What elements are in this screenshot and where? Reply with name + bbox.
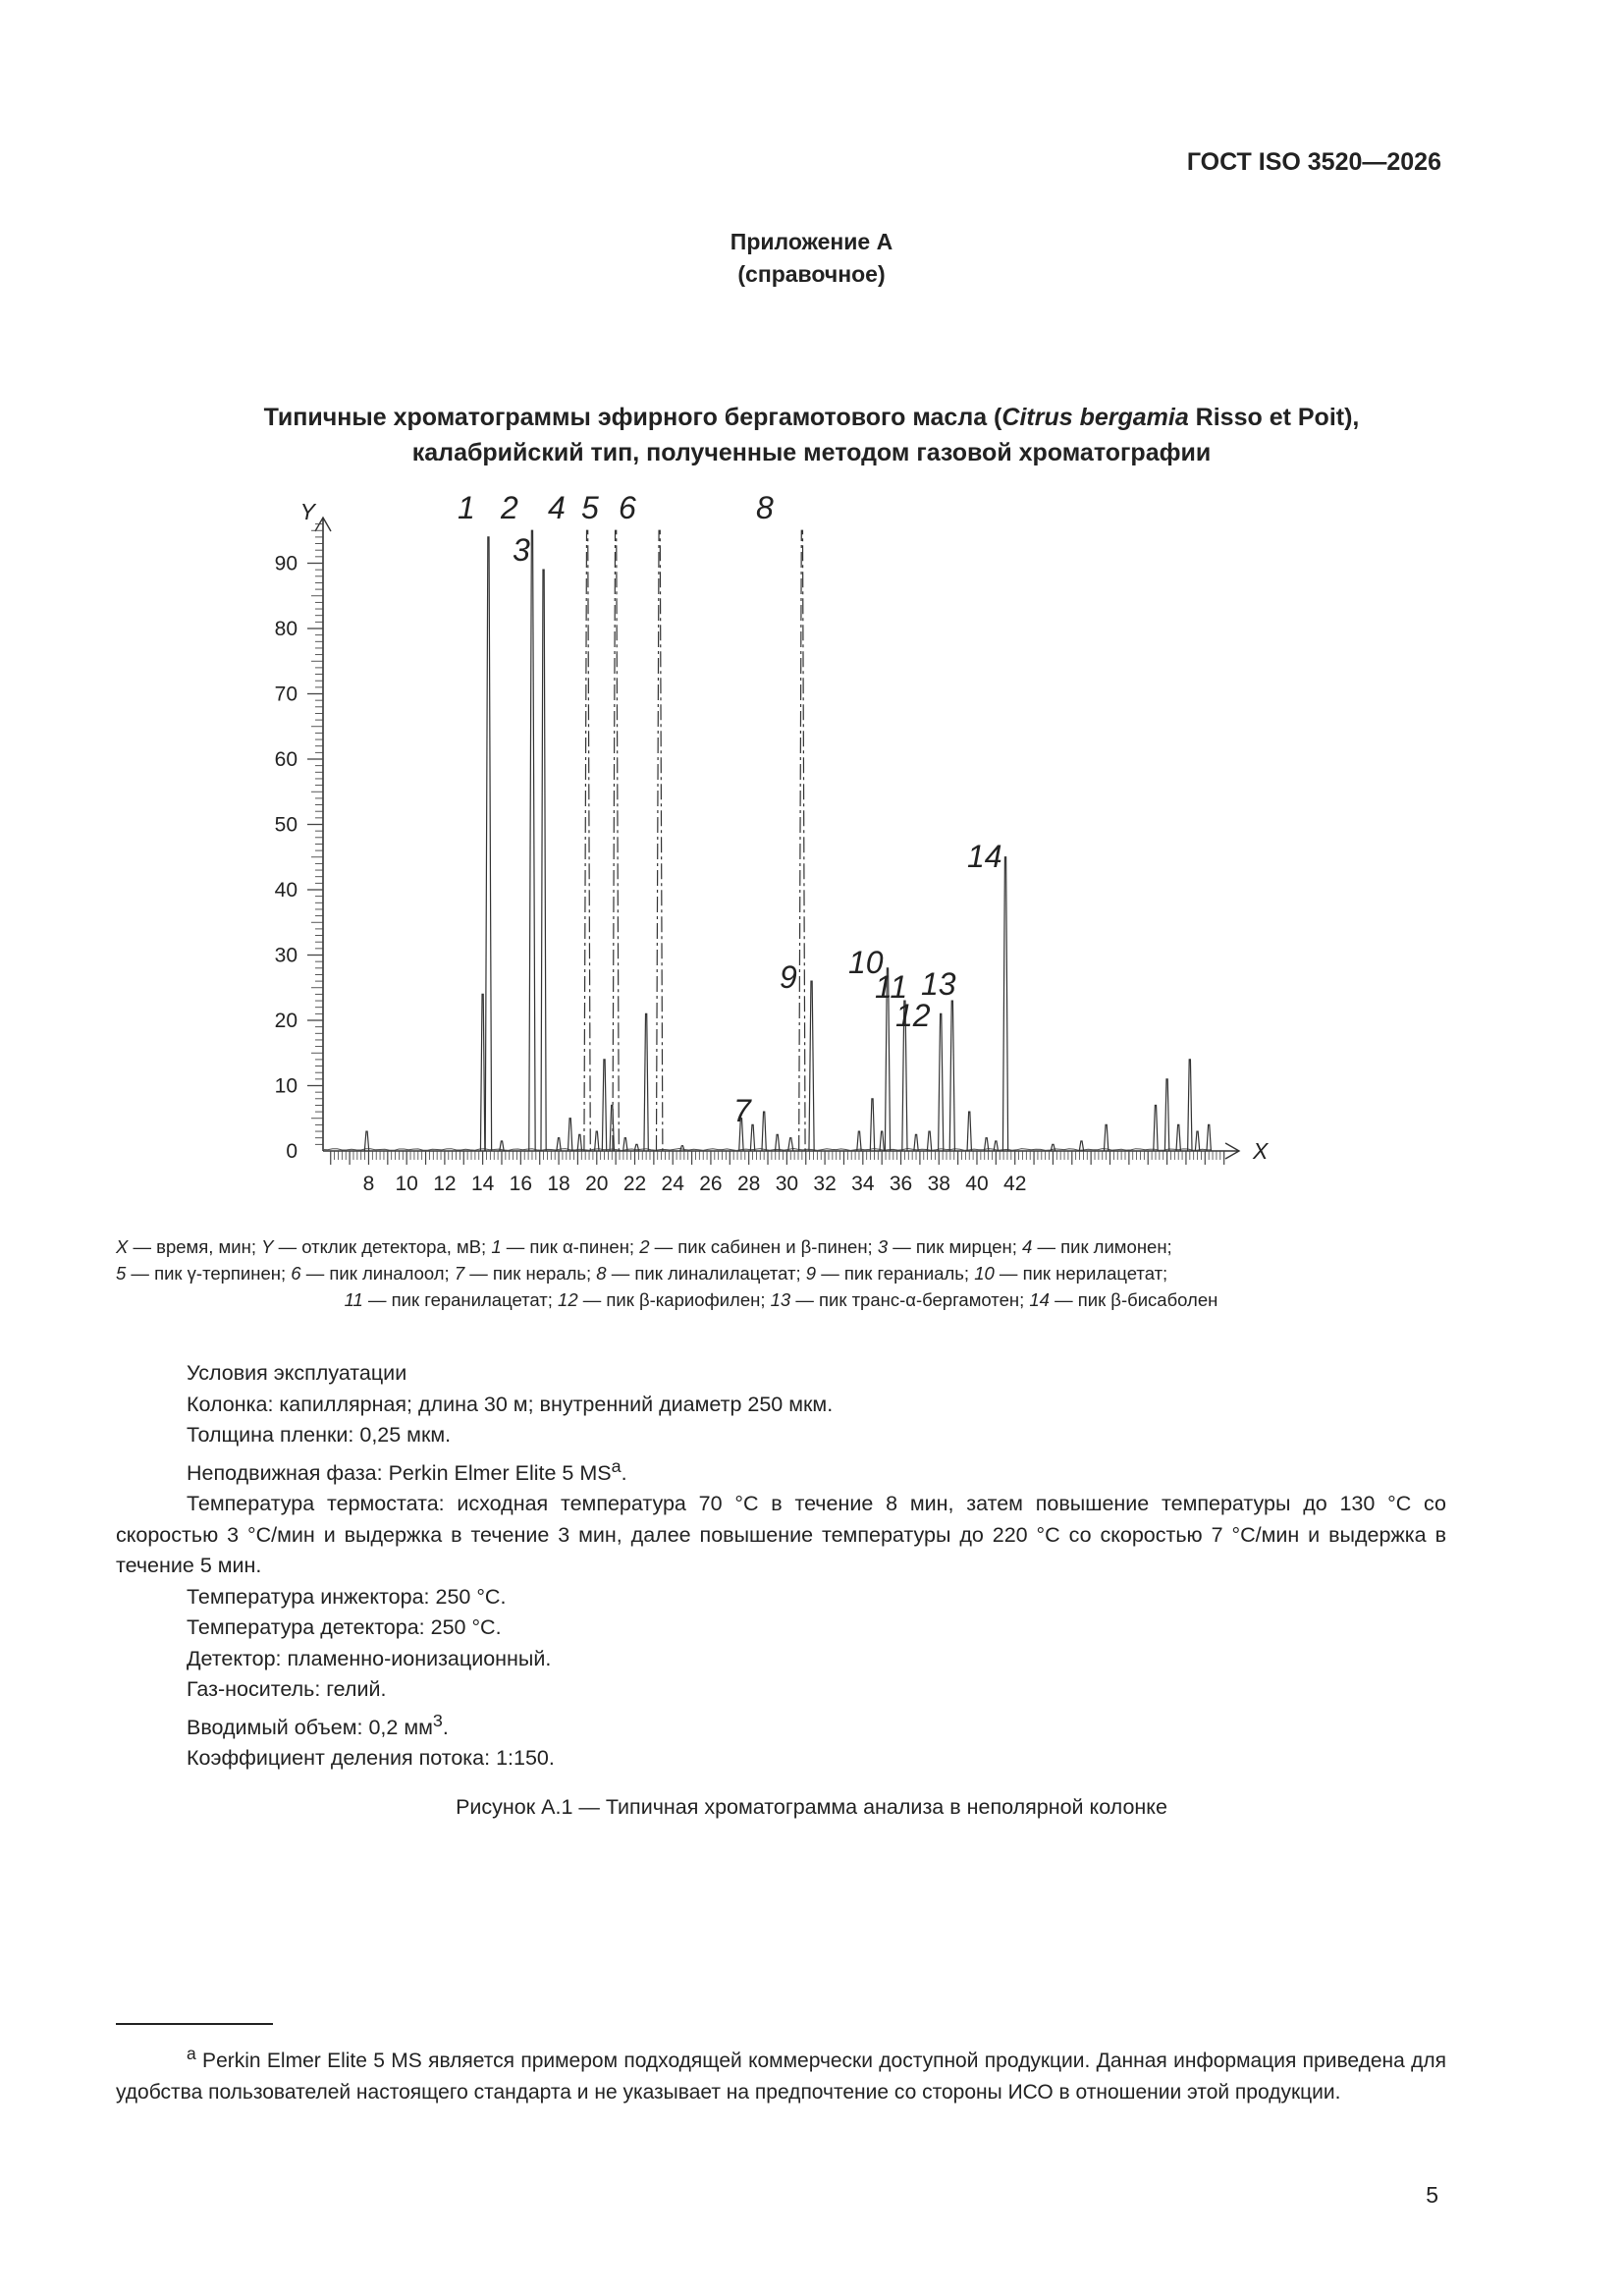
conditions-split: Коэффициент деления потока: 1:150.	[187, 1746, 555, 1771]
legend-12-key: 12	[558, 1289, 578, 1310]
x-tick-label: 28	[736, 1173, 761, 1195]
x-tick-label: 42	[1003, 1173, 1027, 1195]
minor-peak	[880, 1131, 884, 1151]
operating-conditions	[116, 1358, 1446, 1775]
minor-peak	[1154, 1105, 1158, 1151]
minor-peak	[577, 1134, 581, 1151]
minor-peak	[1164, 1079, 1168, 1151]
minor-peak	[776, 1134, 780, 1151]
conditions-phase-footnote-ref: a	[611, 1455, 622, 1476]
footnote	[116, 2039, 1446, 2107]
conditions-heading: Условия эксплуатации	[187, 1361, 407, 1385]
legend-8-key: 8	[596, 1263, 607, 1284]
legend-y-text: — отклик детектора, мВ;	[273, 1236, 492, 1257]
x-tick-label: 12	[433, 1173, 457, 1195]
peak-12	[939, 1013, 944, 1151]
peak-13	[949, 1001, 954, 1151]
y-tick-label: 0	[286, 1140, 298, 1163]
y-tick-label: 70	[274, 683, 298, 706]
x-tick-label: 14	[470, 1173, 495, 1195]
legend-5-key: 5	[116, 1263, 127, 1284]
legend-14-key: 14	[1029, 1289, 1050, 1310]
peak-9	[809, 981, 814, 1151]
peak-3	[541, 570, 546, 1151]
x-tick-label: 18	[547, 1173, 570, 1195]
y-tick-label: 50	[274, 813, 298, 837]
baseline-trace	[323, 1149, 1212, 1151]
peak-label-6: 6	[619, 490, 636, 525]
peak-label-5: 5	[581, 490, 599, 525]
legend-8-text: — пик линалилацетат;	[606, 1263, 806, 1284]
conditions-detector-temp: Температура детектора: 250 °С.	[187, 1615, 502, 1640]
peak-5	[613, 530, 619, 1151]
legend-3-key: 3	[877, 1236, 889, 1257]
minor-peak	[568, 1119, 571, 1151]
minor-peak	[364, 1131, 368, 1151]
minor-peak	[595, 1131, 599, 1151]
y-tick-label: 90	[274, 552, 298, 575]
footnote-rule	[116, 2023, 273, 2025]
legend-7-key: 7	[454, 1263, 465, 1284]
minor-peak	[1195, 1131, 1199, 1151]
legend-2-key: 2	[639, 1236, 650, 1257]
x-tick-label: 10	[395, 1173, 418, 1195]
legend-9-text: — пик гераниаль;	[816, 1263, 975, 1284]
minor-peak	[870, 1099, 874, 1151]
legend-13-key: 13	[770, 1289, 791, 1310]
conditions-phase-end: .	[621, 1460, 627, 1485]
legend-1-text: — пик α-пинен;	[501, 1236, 640, 1257]
figure-title-part1: Типичные хроматограммы эфирного бергамотового масла (	[263, 404, 1002, 431]
peak-label-13: 13	[921, 966, 956, 1002]
minor-peak	[1051, 1144, 1055, 1151]
legend-10-text: — пик нерилацетат;	[994, 1263, 1168, 1284]
page-number: 5	[1426, 2182, 1438, 2208]
peak-label-4: 4	[548, 490, 566, 525]
peak-14	[1002, 857, 1007, 1151]
minor-peak	[602, 1060, 606, 1151]
minor-peak	[967, 1112, 971, 1151]
minor-peak	[1104, 1124, 1108, 1151]
minor-peak	[750, 1124, 754, 1151]
legend-9-key: 9	[805, 1263, 817, 1284]
legend-4-text: — пик лимонен;	[1032, 1236, 1172, 1257]
conditions-oven: Температура термостата: исходная температура 70 °С в течение 8 мин, затем повышение температуры до 130 °С со скоростью 3 °С/мин и выдержка в течение 3 мин, далее повышение температуры до 220 °С со скоростью 7 °С/мин и выдержка в течение 5 мин.	[116, 1492, 1446, 1578]
peak-8	[799, 530, 805, 1151]
peak-label-2: 2	[501, 490, 518, 525]
conditions-volume-sup: 3	[432, 1710, 443, 1730]
legend-x-text: — время, мин;	[128, 1236, 262, 1257]
peak-2	[529, 530, 535, 1151]
x-tick-label: 20	[585, 1173, 609, 1195]
figure-caption: Рисунок А.1 — Типичная хроматограмма анализа в неполярной колонке	[456, 1795, 1167, 1819]
x-tick-label: 8	[362, 1173, 375, 1195]
minor-peak	[644, 1013, 648, 1151]
annex-subtitle: (справочное)	[737, 261, 886, 287]
conditions-volume	[116, 1706, 1446, 1744]
conditions-volume-text: Вводимый объем: 0,2 мм	[187, 1715, 433, 1739]
peak-label-8: 8	[756, 490, 774, 525]
legend-4-key: 4	[1022, 1236, 1033, 1257]
legend-12-text: — пик β-кариофилен;	[577, 1289, 771, 1310]
peak-1	[485, 537, 491, 1151]
legend-2-text: — пик сабинен и β-пинен;	[649, 1236, 878, 1257]
conditions-volume-end: .	[442, 1715, 449, 1739]
peak-label-9: 9	[780, 959, 797, 995]
x-tick-label: 36	[889, 1173, 913, 1195]
conditions-detector: Детектор: пламенно-ионизационный.	[187, 1646, 552, 1670]
footnote-text: Perkin Elmer Elite 5 MS является примером подходящей коммерчески доступной продукции. Данная информация приведена для удобства пользователей настоящего стандарта и не указывает на предпочтение со стороны ИСО в отношении этой продукции.	[116, 2050, 1446, 2104]
footnote-marker: a	[187, 2044, 196, 2063]
peak-label-7: 7	[733, 1093, 751, 1128]
y-tick-label: 40	[274, 879, 298, 902]
x-tick-label: 38	[927, 1173, 950, 1195]
minor-peak	[762, 1112, 766, 1151]
minor-peak	[927, 1131, 931, 1151]
peak-label-1: 1	[458, 490, 475, 525]
legend-11-key: 11	[344, 1289, 363, 1310]
minor-peak	[1207, 1124, 1211, 1151]
minor-peak	[623, 1138, 627, 1151]
x-tick-label: 30	[775, 1173, 799, 1195]
x-tick-label: 40	[965, 1173, 989, 1195]
y-tick-label: 10	[274, 1074, 298, 1098]
conditions-film: Толщина пленки: 0,25 мкм.	[187, 1423, 452, 1447]
minor-peak	[1176, 1124, 1180, 1151]
legend-7-text: — пик нераль;	[464, 1263, 597, 1284]
x-tick-label: 26	[699, 1173, 723, 1195]
legend-11-text: — пик геранилацетат;	[362, 1289, 559, 1310]
x-tick-label: 32	[813, 1173, 837, 1195]
x-tick-label: 22	[622, 1173, 647, 1195]
legend-x-key: X	[116, 1236, 129, 1257]
conditions-column: Колонка: капиллярная; длина 30 м; внутренний диаметр 250 мкм.	[187, 1392, 834, 1416]
minor-peak	[1079, 1141, 1083, 1151]
legend-13-text: — пик транс-α-бергамотен;	[790, 1289, 1030, 1310]
legend-5-text: — пик γ-терпинен;	[126, 1263, 292, 1284]
peak-label-3: 3	[513, 532, 530, 568]
x-tick-label: 34	[851, 1173, 875, 1195]
x-tick-label: 16	[509, 1173, 533, 1195]
legend-10-key: 10	[974, 1263, 995, 1284]
legend-6-key: 6	[291, 1263, 301, 1284]
conditions-carrier: Газ-носитель: гелий.	[187, 1677, 387, 1702]
x-tick-label: 24	[661, 1173, 684, 1195]
peak-label-10: 10	[848, 945, 884, 980]
figure-title-line2: калабрийский тип, полученные методом газовой хроматографии	[411, 439, 1212, 466]
peak-label-11: 11	[875, 969, 908, 1005]
minor-peak	[610, 1105, 614, 1151]
chart-legend	[116, 1233, 1446, 1313]
legend-6-text: — пик линалоол;	[300, 1263, 455, 1284]
figure-title-species: Citrus bergamia	[1001, 404, 1189, 431]
legend-1-key: 1	[491, 1236, 502, 1257]
x-axis-label: X	[1253, 1138, 1269, 1164]
conditions-phase-text: Неподвижная фаза: Perkin Elmer Elite 5 MS	[187, 1460, 612, 1485]
legend-3-text: — пик мирцен;	[888, 1236, 1023, 1257]
minor-peak	[914, 1134, 918, 1151]
y-tick-label: 80	[274, 618, 298, 640]
annex-title: Приложение А	[730, 229, 893, 254]
conditions-injector: Температура инжектора: 250 °С.	[187, 1584, 507, 1609]
peak-6	[656, 530, 662, 1151]
y-tick-label: 60	[274, 748, 298, 771]
minor-peak	[480, 994, 484, 1151]
y-axis-label: Y	[299, 499, 315, 524]
figure-title-part2: Risso et Poit),	[1188, 404, 1360, 431]
conditions-phase	[116, 1451, 1446, 1490]
standard-header: ГОСТ ISO 3520—2026	[1186, 148, 1441, 176]
peak-4	[584, 530, 590, 1151]
peak-label-14: 14	[967, 839, 1002, 874]
legend-14-text: — пик β-бисаболен	[1049, 1289, 1218, 1310]
legend-y-key: Y	[261, 1236, 274, 1257]
y-tick-label: 20	[274, 1010, 298, 1032]
minor-peak	[857, 1131, 861, 1151]
y-tick-label: 30	[274, 944, 298, 967]
minor-peak	[1188, 1060, 1192, 1151]
peak-label-12: 12	[895, 998, 931, 1033]
